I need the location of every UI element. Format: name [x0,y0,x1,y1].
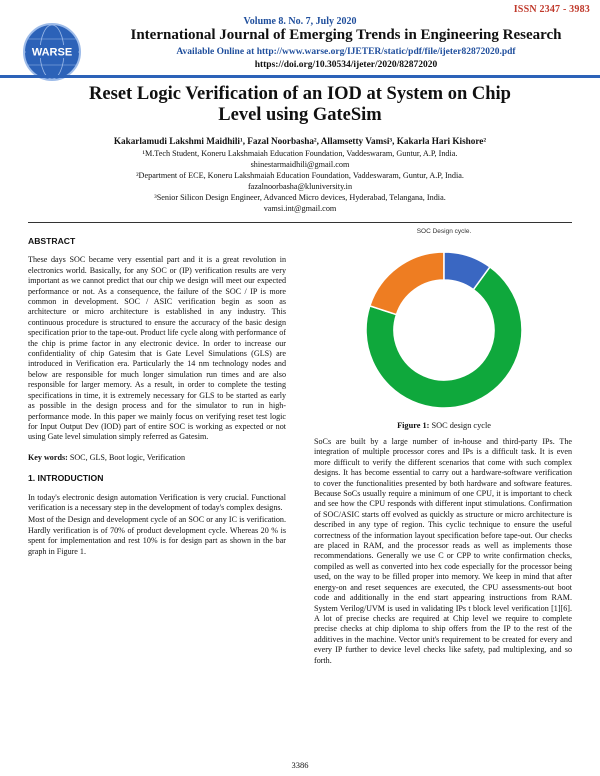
chart-title: SOC Design cycle. [416,228,472,235]
donut-chart [316,226,572,419]
abstract-heading: ABSTRACT [28,236,76,246]
svg-text:WARSE: WARSE [31,46,73,59]
paper-title: Reset Logic Verification of an IOD at System on Chip Level using GateSim [89,84,511,125]
keywords-label: Key words: [28,452,68,462]
abstract-text: These days SOC became very essential part and it is a great revolution in electronics world. Basically, for any SOC or (IP) verification results are very important as we cannot predict that our chip we design will meet our expected performance or not. As a consequence, the failure of the SOC / IP is more common in development. SOC / ASIC verification begin as soon as architecture or micro architecture is established in any industry. This continuous procedure is structured to ensure the accuracy of the basic design specification prior to the tape-out. Product life cycle along with performance of the chip is prime factor in any electronic device. In order to increase our confidentiality of chip Gatesim that is Gate Level Simulations (GLS) are introduced in Verification era. Particularly the 14 nm technology nodes and below are responsible for much longer simulation run times and are also responsible for larger memory. As a result, in order to complete the testing specifications in time, it is extremely necessary for GLS to be started as early as possible in the design process and for the simulator to run in high-performance mode. In this paper we mainly focus on verifying reset test logic for Input Output Dev (IOD) part of entire SOC is working as expected or not using Gate level simulation simply referred as Gatesim. [28,255,286,442]
journal-title: International Journal of Emerging Trends in Engineering Research [130,27,562,43]
header-rule [0,75,600,78]
introduction-heading: 1. INTRODUCTION [28,473,104,484]
right-column-text: SoCs are built by a large number of in-house and third-party IPs. The integration of multiple processor cores and IPs is a difficult task. It is even more difficult to verify the different scenarios that come with such complex designs. It has become essential to carry out a hardware-software verification to cover the functionalities presented by both hardware and software features. Because SoCs usually require a minimum of one CPU, it is important to check and see how the CPU responds with different input stimulations. Confirmation of SOC/ASIC starts off evolved as quickly as structure or micro architecture is described in any type of region. This cyclic technique to ensure the useful correctness of the information layout specification before tape-out. Our checks are placed in RAM, and the processor reads as well as implements those recommendations. Generally we use C or CPP to write confirmation checks, compiled as well as converted into hex code especially for the processor being used, on the way to be filled proper into memory. We keep in mind that after energy-on and reset sequences are executed, the CPU assessments-out boot code and additionally in the end start appearing instructions from RAM. System Verilog/UVM is used in validating IPs t block level verification [1][6]. A lot of precise checks are required at Chip level we require to complete precise checks at chip diploma to ship offers from the IP to the rest of the additives in the machine. Vector unit's requirement to be created for every and every IP further to device level checks like safety, pad multiplexing, and so forth. [314,437,572,665]
figure-1 [316,226,572,419]
keywords-text: SOC, GLS, Boot logic, Verification [67,452,186,462]
keywords [28,453,286,463]
doi-link[interactable]: https://doi.org/10.30534/ijeter/2020/82872020 [254,60,438,70]
affiliation-1-email[interactable]: shinestarmaidhili@gmail.com [250,160,350,169]
page-number: 3386 [291,760,309,770]
slice-implementation [370,252,444,315]
introduction-paragraph-1: In today's electronic design automation Verification is very crucial. Functional verification is a necessary step in the development of today's complex designs. [28,492,286,512]
affiliation-3-email[interactable]: vamsi.int@gmail.com [263,204,337,213]
issn: ISSN 2347 - 3983 [513,4,590,15]
affiliation-2: ²Department of ECE, Koneru Lakshmaiah Education Foundation, Vaddeswaram, Guntur, A.P, India. [136,171,464,180]
journal-logo [22,22,82,82]
affiliation-rule [28,222,572,223]
figure-caption-label: Figure 1: [397,421,430,430]
online-url[interactable]: Available Online at http://www.warse.org/IJETER/static/pdf/file/ijeter82872020.pdf [176,47,516,57]
affiliation-2-email[interactable]: fazalnoorbasha@kluniversity.in [247,182,353,191]
left-column [28,236,286,563]
affiliation-3: ³Senior Silicon Design Engineer, Advanced Micro devices, Hyderabad, Telangana, India. [154,193,446,202]
introduction-paragraph-2: Most of the Design and development cycle of an SOC or any IC is verification. Hardly verification is of 70% of product development cycle. Whereas 20 % is spent for implementation and rest 10% is for design part as shown in the bar graph in Figure 1. [28,515,286,556]
figure-caption [316,421,572,430]
author-list: Kakarlamudi Lakshmi Maidhili¹, Fazal Noorbasha², Allamsetty Vamsi³, Kakarla Hari Kishore² [113,136,487,146]
figure-caption-text: SOC design cycle [429,421,491,430]
affiliation-1: ¹M.Tech Student, Koneru Lakshmaiah Education Foundation, Vaddeswaram, Guntur, A.P, India. [142,149,458,158]
volume-info: Volume 8. No. 7, July 2020 [243,16,357,27]
